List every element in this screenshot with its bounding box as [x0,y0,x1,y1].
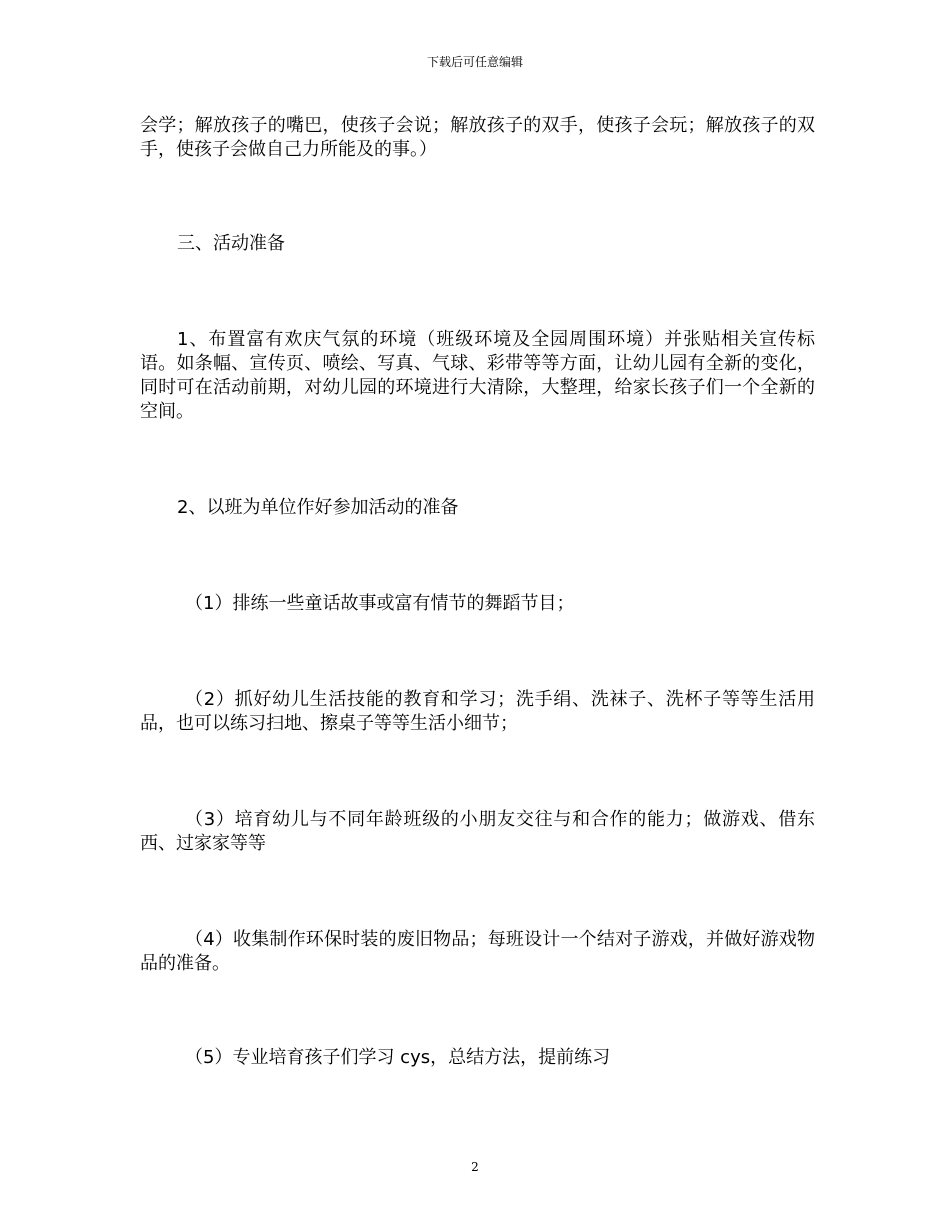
list-item-5: （5）专业培育孩子们学习 cys，总结方法，提前练习 [185,1047,611,1068]
paragraph-continuation: 会学；解放孩子的嘴巴，使孩子会说；解放孩子的双手，使孩子会玩；解放孩子的双手，使孩子会做自己力所能及的事。） [140,115,815,160]
list-item-4: （4）收集制作环保时装的废旧物品；每班设计一个结对子游戏，并做好游戏物品的准备。 [140,929,815,974]
section-heading-preparation: 三、活动准备 [177,233,285,254]
paragraph-environment: 1、布置富有欢庆气氛的环境（班级环境及全园周围环境）并张贴相关宣传标语。如条幅、宣传页、喷绘、写真、气球、彩带等等方面，让幼儿园有全新的变化，同时可在活动前期，对幼儿园的环境进行大清除，大整理，给家长孩子们一个全新的空间。 [140,329,815,422]
page-header: 下载后可任意编辑 [426,55,523,69]
paragraph-class-preparation: 2、以班为单位作好参加活动的准备 [177,497,459,518]
list-item-1: （1）排练一些童话故事或富有情节的舞蹈节目； [185,593,575,614]
page-number: 2 [471,1160,479,1174]
list-item-3: （3）培育幼儿与不同年龄班级的小朋友交往与和合作的能力；做游戏、借东西、过家家等等 [140,809,815,854]
list-item-2: （2）抓好幼儿生活技能的教育和学习；洗手绢、洗袜子、洗杯子等等生活用品，也可以练习扫地、擦桌子等等生活小细节； [140,689,815,734]
